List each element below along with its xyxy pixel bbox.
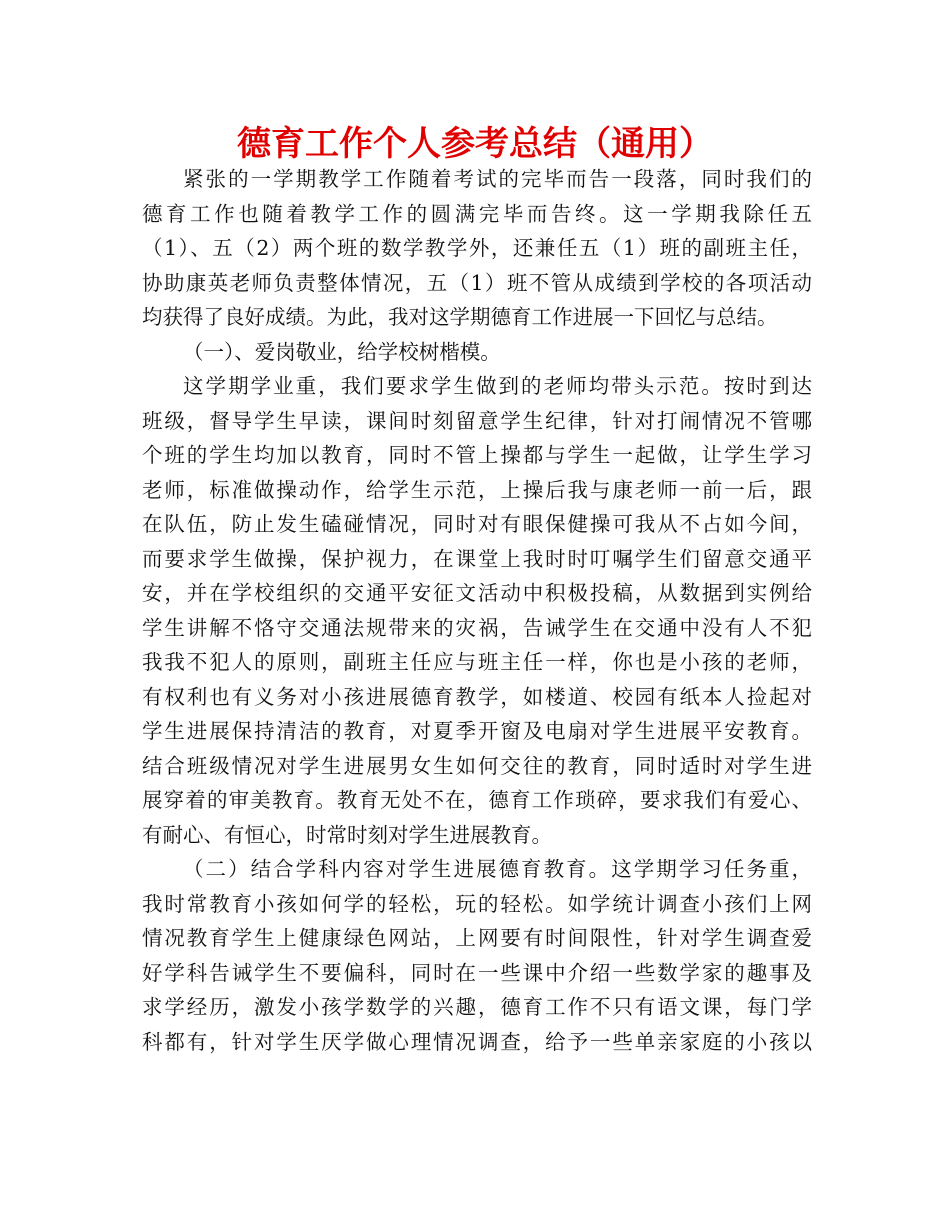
body-line: 好学科告诫学生不要偏科，同时在一些课中介绍一些数学家的趣事及 (142, 960, 812, 985)
document-body (142, 162, 812, 1059)
body-line: 班级，督导学生早读，课间时刻留意学生纪律，针对打闹情况不管哪 (142, 408, 812, 433)
body-line: 德育工作也随着教学工作的圆满完毕而告终。这一学期我除任五 (142, 201, 812, 226)
body-line: （一）、爱岗敬业，给学校树楷模。 (183, 339, 501, 364)
body-line: 老师，标准做操动作，给学生示范，上操后我与康老师一前一后，跟 (142, 477, 812, 502)
body-line: （1）、五（2）两个班的数学教学外，还兼任五（1）班的副班主任， (142, 236, 812, 260)
body-line: 在队伍，防止发生磕碰情况，同时对有眼保健操可我从不占如今间， (142, 512, 812, 536)
body-line: 紧张的一学期教学工作随着考试的完毕而告一段落，同时我们的 (183, 167, 812, 191)
body-line: 安，并在学校组织的交通平安征文活动中积极投稿，从数据到实例给 (142, 581, 812, 605)
body-line: 有权利也有义务对小孩进展德育教学，如楼道、校园有纸本人捡起对 (142, 684, 812, 709)
body-line: 科都有，针对学生厌学做心理情况调查，给予一些单亲家庭的小孩以 (142, 1029, 812, 1054)
body-line: 这学期学业重，我们要求学生做到的老师均带头示范。按时到达 (183, 374, 812, 398)
body-line: 结合班级情况对学生进展男女生如何交往的教育，同时适时对学生进 (142, 753, 812, 778)
body-line: 学生讲解不恪守交通法规带来的灾祸，告诫学生在交通中没有人不犯 (142, 615, 812, 640)
body-line: 有耐心、有恒心，时常时刻对学生进展教育。 (142, 822, 552, 847)
body-line: 均获得了良好成绩。为此，我对这学期德育工作进展一下回忆与总结。 (142, 305, 778, 329)
body-line: 求学经历，激发小孩学数学的兴趣，德育工作不只有语文课，每门学 (142, 995, 812, 1019)
body-line: （二）结合学科内容对学生进展德育教育。这学期学习任务重， (183, 857, 812, 881)
body-line: 个班的学生均加以教育，同时不管上操都与学生一起做，让学生学习 (142, 443, 812, 467)
body-line: 学生进展保持清洁的教育，对夏季开窗及电扇对学生进展平安教育。 (142, 719, 812, 743)
body-line: 展穿着的审美教育。教育无处不在，德育工作琐碎，要求我们有爱心、 (142, 788, 812, 812)
body-line: 协助康英老师负责整体情况，五（1）班不管从成绩到学校的各项活动 (142, 270, 812, 295)
body-line: 而要求学生做操，保护视力，在课堂上我时时叮嘱学生们留意交通平 (142, 546, 812, 571)
body-line: 情况教育学生上健康绿色网站，上网要有时间限性，针对学生调查爱 (142, 926, 812, 950)
body-line: 我我不犯人的原则，副班主任应与班主任一样，你也是小孩的老师， (142, 650, 812, 674)
document-title: 德育工作个人参考总结（通用） (237, 124, 713, 164)
body-line: 我时常教育小孩如何学的轻松，玩的轻松。如学统计调查小孩们上网 (142, 891, 812, 916)
